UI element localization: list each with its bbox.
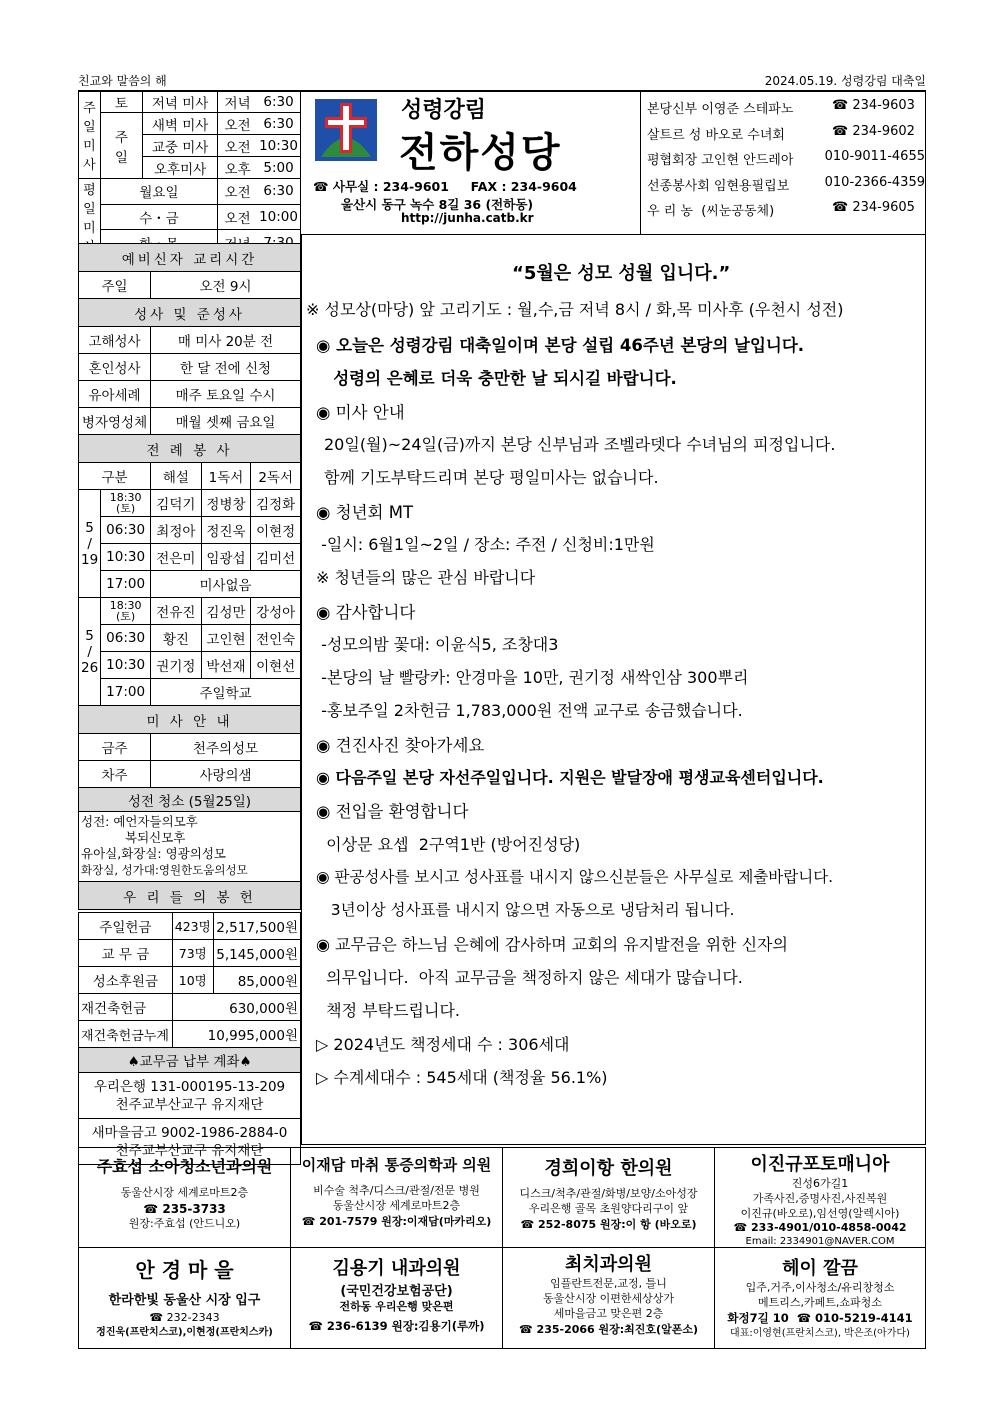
mass-time: 6:30 bbox=[257, 113, 300, 135]
mass-time: 6:30 bbox=[257, 179, 300, 205]
announcement-line: 성령의 은혜로 더욱 충만한 날 되시길 바랍니다. bbox=[316, 369, 677, 388]
announcement-line: ◉ 오늘은 성령강림 대축일이며 본당 설립 46주년 본당의 날입니다. bbox=[316, 336, 805, 355]
weekday-name: 월요일 bbox=[100, 179, 217, 205]
ad-phone: ☎ 252-8075 원장:이 항 (바오로) bbox=[520, 1218, 697, 1231]
year-theme: 친교와 말씀의 해 bbox=[78, 74, 167, 88]
liturgy-commentator: 전유진 bbox=[151, 598, 202, 625]
catechumen-label: 주일 bbox=[79, 272, 151, 299]
ad-title: 헤이 깔끔 bbox=[782, 1258, 858, 1279]
staff-phone: 010-2366-4359 bbox=[824, 174, 925, 190]
weekday-name: 수・금 bbox=[100, 204, 217, 230]
liturgy-time: 18:30 (토) bbox=[101, 598, 151, 625]
staff-name: 선종봉사회 임현용필립보 bbox=[647, 178, 790, 194]
ad-phone: ☎ 236-6139 원장:김용기(루까) bbox=[308, 1319, 485, 1333]
account-holder: 천주교부산교구 유지재단 bbox=[115, 1142, 264, 1159]
staff-phone: 010-9011-4655 bbox=[824, 149, 925, 164]
church-address: 울산시 동구 녹수 8길 36 (전하동) bbox=[341, 197, 534, 212]
sacrament-info: 한 달 전에 신청 bbox=[151, 354, 301, 381]
sacrament-name: 혼인성사 bbox=[79, 354, 151, 381]
liturgy-head: 1독서 bbox=[201, 463, 251, 490]
mass-time: 10:00 bbox=[257, 204, 300, 230]
announcement-line: ◉ 판공성사를 보시고 성사표를 내시지 않으신분들은 사무실로 제출바랍니다. bbox=[316, 868, 834, 886]
catechumen-title: 예비신자 교리시간 bbox=[79, 244, 301, 272]
mass-guide-title: 미 사 안 내 bbox=[79, 706, 301, 734]
offering-type: 성소후원금 bbox=[79, 967, 173, 994]
liturgy-date: 5 / 19 bbox=[79, 490, 101, 598]
mass-schedule-table bbox=[78, 90, 301, 256]
liturgy-commentator: 최정아 bbox=[151, 517, 202, 544]
office-contact: ☎ 사무실 : 234-9601 FAX : 234-9604 bbox=[313, 179, 577, 194]
liturgy-reader1: 임광섭 bbox=[201, 544, 251, 571]
mass-time-period: 오후 bbox=[218, 157, 257, 179]
ad-line: 이진규(바오로),임선영(알렉시아) bbox=[740, 1207, 900, 1220]
announcement-line: 이상문 요셉 2구역1반 (방어진성당) bbox=[316, 835, 581, 854]
announcement-line: 함께 기도부탁드리며 본당 평일미사는 없습니다. bbox=[324, 468, 659, 487]
staff-phone: ☎ 234-9605 bbox=[832, 200, 915, 215]
issue-date: 2024.05.19. 성령강림 대축일 bbox=[764, 74, 926, 88]
ad-card bbox=[79, 1148, 291, 1248]
staff-phone: ☎ 234-9602 bbox=[832, 123, 915, 139]
ad-line: 동울산시장 세계로마트2층 bbox=[332, 1199, 461, 1212]
liturgy-commentator: 김덕기 bbox=[151, 490, 202, 517]
ad-phone: ☎ 235-3733 bbox=[143, 1202, 226, 1216]
ad-title: 이재담 마취 통증의학과 의원 bbox=[301, 1156, 492, 1174]
ad-line: 비수술 척추/디스크/관절/전문 병원 bbox=[313, 1184, 480, 1197]
mass-time-period: 저녁 bbox=[218, 91, 257, 113]
ad-line: 입주,거주,이사청소/유리창청소 bbox=[745, 1281, 895, 1294]
sidebar-info-table bbox=[78, 243, 301, 910]
ad-line: 정진욱(프란치스코),이현정(프란치스카) bbox=[96, 1327, 273, 1338]
sacrament-name: 병자영성체 bbox=[79, 408, 151, 435]
offering-type: 교 무 금 bbox=[79, 940, 173, 967]
ad-title: 김용기 내과의원 bbox=[332, 1258, 461, 1279]
ad-email: Email: 2334901@NAVER.COM bbox=[745, 1236, 895, 1247]
liturgy-reader2: 이현선 bbox=[251, 652, 301, 679]
liturgy-head: 구분 bbox=[79, 463, 151, 490]
liturgy-time: 10:30 bbox=[101, 652, 151, 679]
sacrament-info: 매주 토요일 수시 bbox=[151, 381, 301, 408]
announcement-line: ◉ 전입을 환영합니다 bbox=[316, 802, 469, 821]
ad-phone: ☎ 235-2066 원장:최진호(알폰소) bbox=[519, 1323, 698, 1336]
announcement-line: -성모의밤 꽃대: 이윤식5, 조창대3 bbox=[316, 635, 559, 654]
offering-count: 73명 bbox=[172, 940, 213, 967]
offering-type: 재건축헌금누계 bbox=[79, 1021, 173, 1048]
ad-title: 이진규포토매니아 bbox=[750, 1154, 890, 1175]
account-number: 우리은행 131-000195-13-209 bbox=[93, 1078, 286, 1095]
liturgy-time: 10:30 bbox=[101, 544, 151, 571]
ad-title: 주효섭 소아청소년과의원 bbox=[96, 1157, 273, 1176]
staff-name: 본당신부 이영준 스테파노 bbox=[647, 102, 794, 117]
liturgy-date: 5 / 26 bbox=[79, 598, 101, 706]
staff-row bbox=[647, 175, 925, 201]
ad-line: 우리은행 골목 초원양다리구이 앞 bbox=[528, 1202, 689, 1215]
ad-line: 동울산시장 이편한세상상가 bbox=[542, 1292, 674, 1305]
announcement-line: ◉ 청년회 MT bbox=[316, 503, 414, 522]
sunday-mass-label: 주일 미사 bbox=[79, 91, 101, 179]
mass-time: 10:30 bbox=[257, 135, 300, 157]
liturgy-time: 17:00 bbox=[101, 571, 151, 598]
sponsor-ads bbox=[78, 1147, 926, 1349]
announcement-line: -홍보주일 2차헌금 1,783,000원 전액 교구로 송금했습니다. bbox=[316, 701, 743, 720]
cleaning-title: 성전 청소 (5월25일) bbox=[79, 788, 301, 812]
account-title: ♠교무금 납부 계좌♠ bbox=[79, 1048, 301, 1073]
ad-line: 한라한빛 동울산 시장 입구 bbox=[108, 1293, 261, 1308]
liturgy-reader1: 정병창 bbox=[201, 490, 251, 517]
liturgy-reader1: 고인현 bbox=[201, 625, 251, 652]
offering-amount: 630,000원 bbox=[172, 994, 300, 1021]
ad-line: 전하동 우리은행 맞은편 bbox=[339, 1300, 454, 1313]
ad-line: 동울산시장 세계로마트2층 bbox=[120, 1186, 249, 1199]
cleaning-line: 화장실, 성가대:영원한도움의성모 bbox=[81, 863, 248, 877]
staff-row bbox=[647, 98, 925, 124]
liturgy-time: 18:30 (토) bbox=[101, 490, 151, 517]
church-logo-icon bbox=[315, 99, 377, 161]
ad-card bbox=[79, 1248, 291, 1348]
offering-amount: 2,517,500원 bbox=[213, 913, 300, 940]
offering-amount: 10,995,000원 bbox=[172, 1021, 300, 1048]
liturgy-note: 미사없음 bbox=[151, 571, 301, 598]
mass-time-period: 오전 bbox=[218, 204, 257, 230]
cleaning-line: 복되신모후 bbox=[125, 830, 186, 845]
announcement-line: ※ 청년들의 많은 관심 바랍니다 bbox=[316, 568, 536, 587]
mass-name: 새벽 미사 bbox=[143, 113, 218, 135]
church-header bbox=[301, 90, 641, 235]
sacrament-name: 유아세례 bbox=[79, 381, 151, 408]
announcement-line: 3년이상 성사표를 내시지 않으면 자동으로 냉담처리 됩니다. bbox=[316, 901, 735, 919]
mass-guide-label: 금주 bbox=[79, 734, 151, 761]
ad-title: 안 경 마 을 bbox=[135, 1258, 234, 1282]
offering-amount: 5,145,000원 bbox=[213, 940, 300, 967]
ad-line: 메트리스,카페트,쇼파청소 bbox=[758, 1296, 882, 1309]
sacrament-info: 매 미사 20분 전 bbox=[151, 327, 301, 354]
staff-row bbox=[647, 200, 925, 226]
announcement-line: 20일(월)~24일(금)까지 본당 신부님과 조벨라뎃다 수녀님의 피정입니다. bbox=[324, 435, 836, 454]
mass-name: 오후미사 bbox=[143, 157, 218, 179]
liturgy-reader1: 박선재 bbox=[201, 652, 251, 679]
staff-phone: ☎ 234-9603 bbox=[832, 98, 915, 113]
ad-line: 디스크/척추/관절/화병/보양/소아성장 bbox=[519, 1187, 698, 1200]
ad-card bbox=[503, 1148, 715, 1248]
announcement-line: ◉ 미사 안내 bbox=[316, 403, 405, 422]
mass-guide-value: 천주의성모 bbox=[151, 734, 301, 761]
offering-count: 423명 bbox=[172, 913, 213, 940]
liturgy-reader1: 김성만 bbox=[201, 598, 251, 625]
announcement-line: ▷ 2024년도 책정세대 수 : 306세대 bbox=[316, 1035, 570, 1054]
mass-name: 저녁 미사 bbox=[143, 91, 218, 113]
offering-amount: 85,000원 bbox=[213, 967, 300, 994]
announcement-line: ◉ 다음주일 본당 자선주일입니다. 지원은 발달장애 평생교육센터입니다. bbox=[316, 768, 824, 787]
offering-type: 주일헌금 bbox=[79, 913, 173, 940]
account-1 bbox=[79, 1073, 301, 1119]
announcement-line: -일시: 6월1일~2일 / 장소: 주전 / 신청비:1만원 bbox=[316, 535, 655, 554]
church-url[interactable]: http://junha.catb.kr bbox=[401, 211, 534, 225]
staff-name: 평협회장 고인현 안드레아 bbox=[647, 153, 794, 168]
mass-name: 교중 미사 bbox=[143, 135, 218, 157]
liturgy-reader2: 전인숙 bbox=[251, 625, 301, 652]
liturgy-commentator: 전은미 bbox=[151, 544, 202, 571]
announcement-line: ◉ 견진사진 찾아가세요 bbox=[316, 736, 485, 755]
sacraments-title: 성사 및 준성사 bbox=[79, 299, 301, 327]
top-line bbox=[78, 72, 926, 92]
staff-name: 우 리 농 (씨눈공동체) bbox=[647, 204, 775, 219]
offering-count: 10명 bbox=[172, 967, 213, 994]
ad-card bbox=[291, 1148, 503, 1248]
liturgy-reader2: 강성아 bbox=[251, 598, 301, 625]
mass-time: 6:30 bbox=[257, 91, 300, 113]
staff-name: 살트르 성 바오로 수녀회 bbox=[647, 127, 785, 143]
liturgy-time: 06:30 bbox=[101, 625, 151, 652]
account-holder: 천주교부산교구 유지재단 bbox=[115, 1096, 264, 1113]
mass-guide-label: 차주 bbox=[79, 761, 151, 788]
ad-phone: ☎ 232-2343 bbox=[149, 1311, 220, 1324]
weekday-mass-label: 평일 미 bbox=[79, 179, 101, 256]
liturgy-commentator: 황진 bbox=[151, 625, 202, 652]
announcement-line: ◉ 감사합니다 bbox=[316, 603, 416, 622]
liturgy-commentator: 권기정 bbox=[151, 652, 202, 679]
mass-guide-value: 사랑의샘 bbox=[151, 761, 301, 788]
ad-title: 최치과의원 bbox=[565, 1254, 652, 1275]
ad-title: 경희이항 한의원 bbox=[544, 1158, 673, 1179]
ad-phone: 화정7길 10 ☎ 010-5219-4141 bbox=[727, 1311, 913, 1325]
catechumen-time: 오전 9시 bbox=[151, 272, 301, 299]
liturgy-head: 해설 bbox=[151, 463, 202, 490]
mass-time-period: 오전 bbox=[218, 135, 257, 157]
ad-line: 세마을금고 맞은편 2층 bbox=[553, 1307, 664, 1320]
sunday-label: 주 일 bbox=[100, 113, 142, 179]
ad-card bbox=[715, 1248, 925, 1348]
mass-time-period: 오전 bbox=[218, 113, 257, 135]
announcement-title: “5월은 성모 성월 입니다.” bbox=[512, 263, 731, 284]
announcement-line: 의무입니다. 아직 교무금을 책정하지 않은 세대가 많습니다. bbox=[316, 968, 743, 987]
liturgy-head: 2독서 bbox=[251, 463, 301, 490]
sacrament-name: 고해성사 bbox=[79, 327, 151, 354]
liturgy-reader2: 김미선 bbox=[251, 544, 301, 571]
offering-table bbox=[78, 912, 301, 1165]
staff-row bbox=[647, 149, 925, 175]
offering-title: 우 리 들 의 봉 헌 bbox=[79, 882, 301, 910]
liturgy-reader2: 김정화 bbox=[251, 490, 301, 517]
announcement-line: ◉ 교무금은 하느님 은혜에 감사하며 교회의 유지발전을 위한 신자의 bbox=[316, 935, 788, 954]
announcement-line: ※ 성모상(마당) 앞 고리기도 : 월,수,금 저녁 8시 / 화,목 미사후 (우천시 성전) bbox=[306, 300, 844, 319]
announcement-line: ▷ 수계세대수 : 545세대 (책정율 56.1%) bbox=[316, 1068, 608, 1087]
ad-line: 원장:주효섭 (안드니오) bbox=[128, 1217, 241, 1230]
ad-line: 대표:이영현(프란치스코), 박은조(아가다) bbox=[730, 1328, 910, 1339]
liturgy-time: 17:00 bbox=[101, 679, 151, 706]
church-name: 전하성당 bbox=[399, 129, 562, 176]
sacrament-info: 매월 셋째 금요일 bbox=[151, 408, 301, 435]
staff-directory bbox=[641, 90, 926, 235]
offering-type: 재건축헌금 bbox=[79, 994, 173, 1021]
ad-phone: ☎ 201-7579 원장:이재담(마카리오) bbox=[301, 1215, 492, 1228]
mass-time: 5:00 bbox=[257, 157, 300, 179]
liturgy-reader1: 정진욱 bbox=[201, 517, 251, 544]
ad-card bbox=[291, 1248, 503, 1348]
account-number: 새마을금고 9002-1986-2884-0 bbox=[91, 1124, 288, 1141]
announcement-line: 책정 부탁드립니다. bbox=[316, 1001, 460, 1020]
cleaning-line: 성전: 예언자들의모후 bbox=[81, 814, 198, 829]
cleaning-assignments bbox=[79, 812, 301, 882]
ad-card bbox=[503, 1248, 715, 1348]
liturgy-reader2: 이현정 bbox=[251, 517, 301, 544]
mass-time-period: 오전 bbox=[218, 179, 257, 205]
liturgy-note: 주일학교 bbox=[151, 679, 301, 706]
ad-line: 임플란트전문,교정, 틀니 bbox=[550, 1277, 667, 1290]
ad-line: (국민건강보험공단) bbox=[340, 1284, 453, 1299]
ad-line: 가족사진,증명사진,사진복원 bbox=[752, 1192, 888, 1205]
ad-phone: ☎ 233-4901/010-4858-0042 bbox=[733, 1221, 907, 1234]
liturgy-time: 06:30 bbox=[101, 517, 151, 544]
ad-card bbox=[715, 1148, 925, 1248]
feast-title: 성령강림 bbox=[401, 97, 487, 123]
announcements bbox=[301, 235, 926, 1145]
ad-line: 진성6가길1 bbox=[791, 1177, 849, 1190]
cleaning-line: 유아실,화장실: 영광의성모 bbox=[81, 846, 226, 861]
liturgy-title: 전 례 봉 사 bbox=[79, 435, 301, 463]
announcement-line: -본당의 날 빨랑카: 안경마을 10만, 권기정 새싹인삼 300뿌리 bbox=[316, 668, 749, 687]
saturday-label: 토 bbox=[100, 91, 142, 113]
staff-row bbox=[647, 124, 925, 150]
